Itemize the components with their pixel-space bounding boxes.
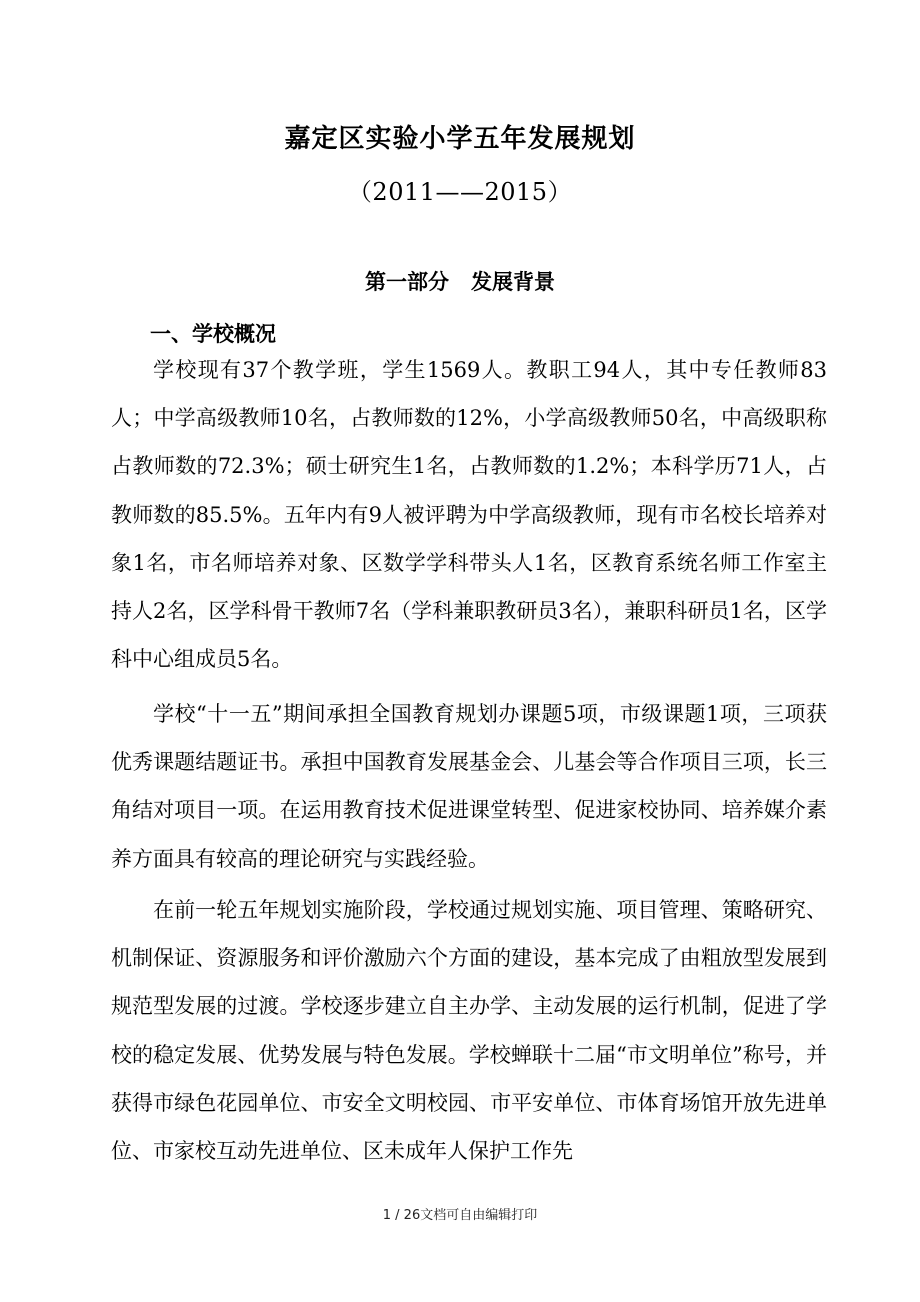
- paragraph-research-projects: 学校“十一五”期间承担全国教育规划办课题5项，市级课题1项，三项获优秀课题结题证书。承担中国教育发展基金会、儿基会等合作项目三项，长三角结对项目一项。在运用教育技术促进课堂转型、促进家校协同、培养媒介素养方面具有较高的理论研究与实践经验。: [111, 702, 827, 871]
- part-heading: [0, 266, 920, 296]
- paragraph-block: [111, 346, 827, 683]
- page-footer: 1 / 26文档可自由编辑打印: [382, 1208, 538, 1223]
- section-heading: 一、学校概况: [150, 322, 276, 346]
- part-heading-label: 第一部分: [365, 270, 449, 294]
- paragraph-previous-plan: 在前一轮五年规划实施阶段，学校通过规划实施、项目管理、策略研究、机制保证、资源服务和评价激励六个方面的建设，基本完成了由粗放型发展到规范型发展的过渡。学校逐步建立自主办学、主动发展的运行机制，促进了学校的稳定发展、优势发展与特色发展。学校蝉联十二届“市文明单位”称号，并获得市绿色花园单位、市安全文明校园、市平安单位、市体育场馆开放先进单位、市家校互动先进单位、区未成年人保护工作先: [111, 898, 827, 1164]
- document-title: 嘉定区实验小学五年发展规划: [284, 124, 636, 154]
- document-subtitle: （2011——2015）: [347, 178, 573, 206]
- part-heading-name: 发展背景: [471, 270, 555, 294]
- paragraph-block: [111, 690, 827, 883]
- paragraph-block: [111, 886, 827, 1175]
- paragraph-school-overview: 学校现有37个教学班，学生1569人。教职工94人，其中专任教师83人；中学高级教师10名，占教师数的12%，小学高级教师50名，中高级职称占教师数的72.3%；硕士研究生1名，占教师数的1.2%；本科学历71人，占教师数的85.5%。五年内有9人被评聘为中学高级教师，现有市名校长培养对象1名，市名师培养对象、区数学学科带头人1名，区教育系统名师工作室主持人2名，区学科骨干教师7名（学科兼职教研员3名），兼职科研员1名，区学科中心组成员5名。: [111, 358, 827, 672]
